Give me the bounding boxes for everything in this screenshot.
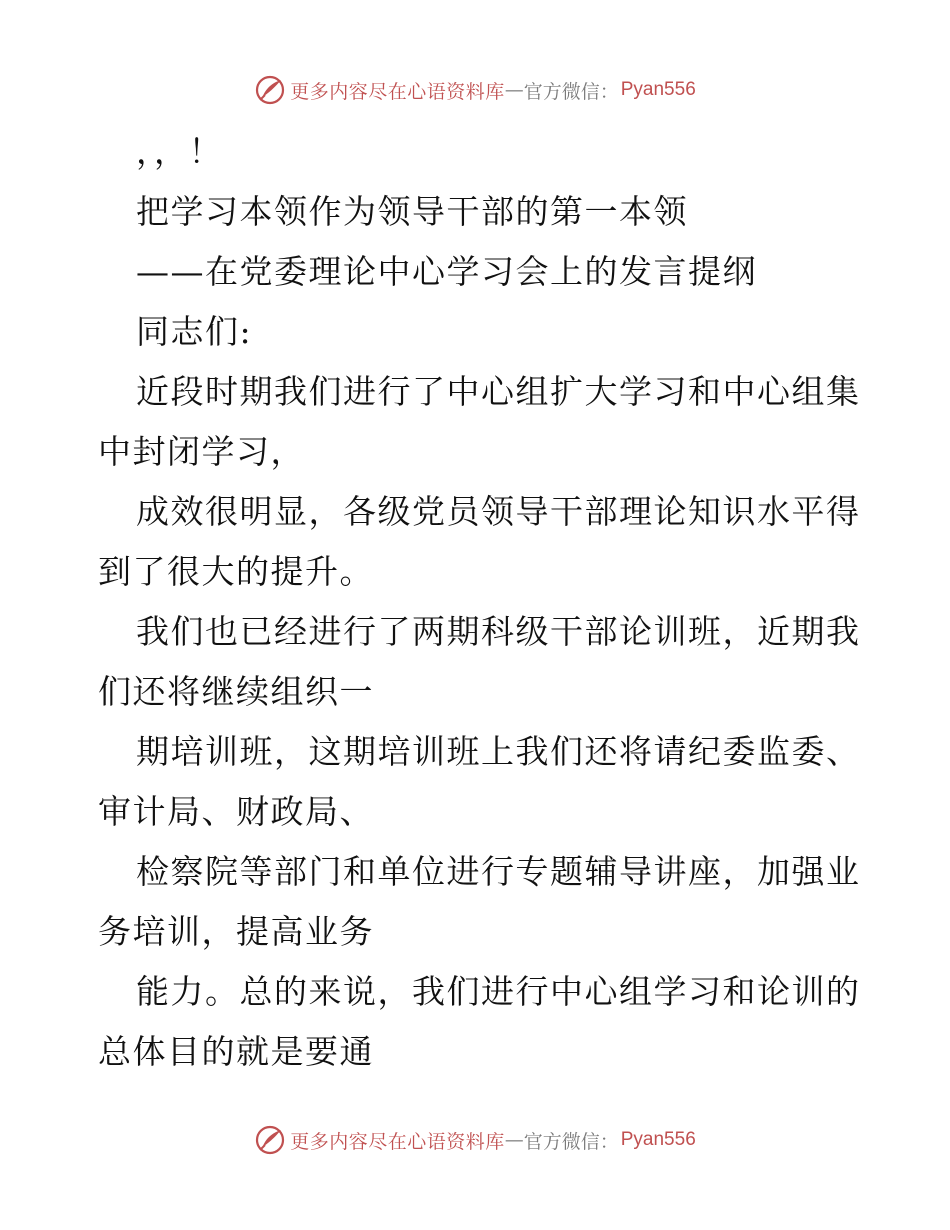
text-line: 期培训班，这期培训班上我们还将请纪委监委、 — [136, 732, 861, 771]
text-line: 们还将继续组织一 — [98, 672, 374, 711]
document-body — [98, 122, 861, 1082]
text-line: 审计局、财政局、 — [98, 792, 374, 831]
document-subtitle: ——在党委理论中心学习会上的发言提纲 — [136, 252, 757, 291]
header-watermark — [0, 73, 950, 107]
watermark-wechat-label: 官方微信： — [523, 1130, 619, 1153]
quill-logo-icon — [254, 74, 286, 106]
watermark-title: 更多内容尽在心语资料库 — [290, 80, 505, 103]
watermark-separator: — — [504, 1129, 524, 1151]
text-line: 到了很大的提升。 — [98, 552, 374, 591]
watermark-title: 更多内容尽在心语资料库 — [290, 1130, 505, 1153]
text-line: ，，！ — [136, 132, 223, 171]
text-line: 我们也已经进行了两期科级干部论训班，近期我 — [136, 612, 861, 651]
watermark-wechat-id: Pyan556 — [620, 79, 696, 100]
text-line: 总体目的就是要通 — [98, 1032, 374, 1071]
footer-watermark — [0, 1123, 950, 1157]
text-line: 能力。总的来说，我们进行中心组学习和论训的 — [136, 972, 861, 1011]
salutation: 同志们: — [136, 312, 253, 351]
text-line: 中封闭学习， — [98, 432, 305, 471]
watermark-separator: — — [504, 79, 524, 101]
text-line: 检察院等部门和单位进行专题辅导讲座，加强业 — [136, 852, 861, 891]
text-line: 务培训，提高业务 — [98, 912, 374, 951]
watermark-wechat-label: 官方微信： — [523, 80, 619, 103]
quill-logo-icon — [254, 1124, 286, 1156]
watermark-wechat-id: Pyan556 — [620, 1129, 696, 1150]
text-line: 近段时期我们进行了中心组扩大学习和中心组集 — [136, 372, 861, 411]
text-line: 成效很明显，各级党员领导干部理论知识水平得 — [136, 492, 861, 531]
document-title: 把学习本领作为领导干部的第一本领 — [136, 192, 688, 231]
